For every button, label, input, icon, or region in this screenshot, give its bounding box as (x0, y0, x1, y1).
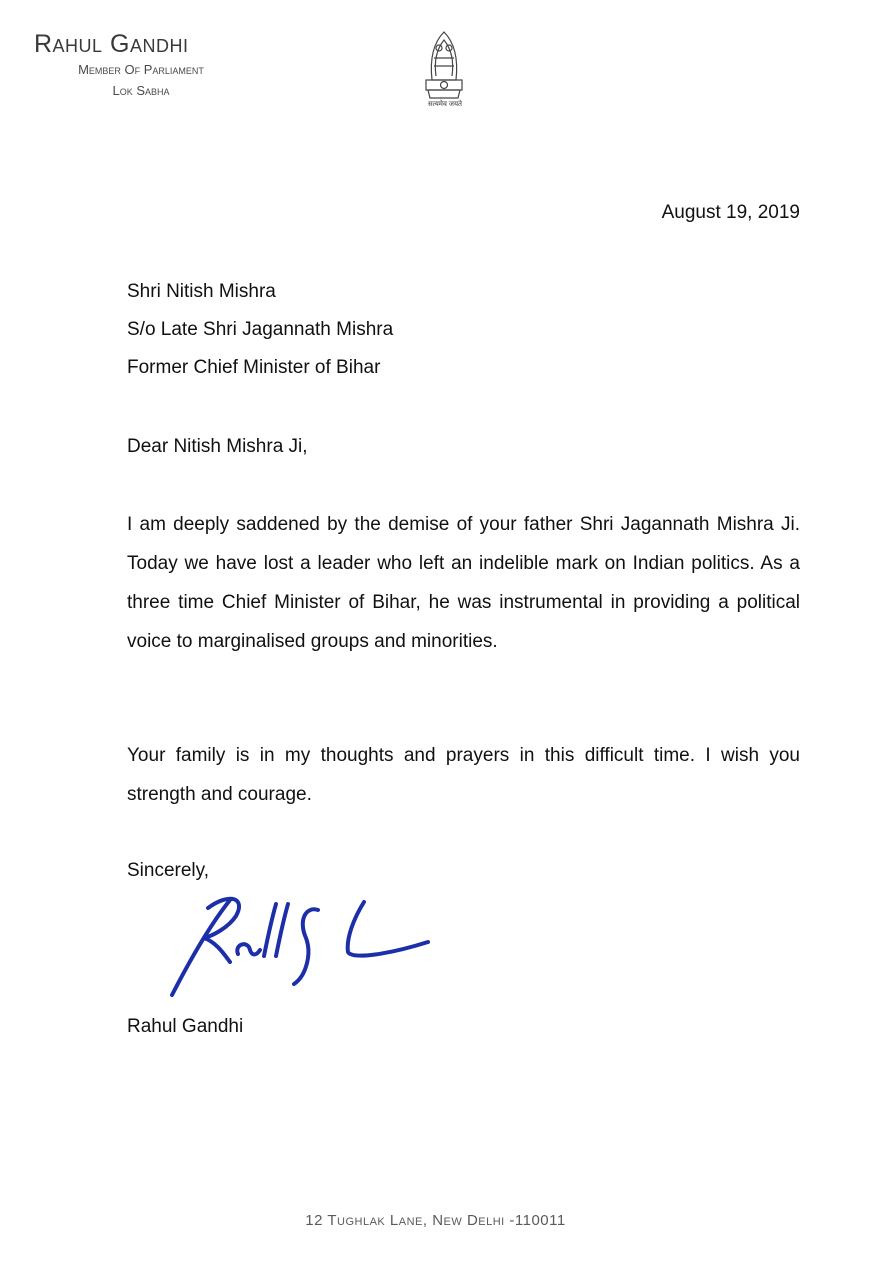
recipient-relation: S/o Late Shri Jagannath Mishra (127, 319, 394, 340)
handwritten-signature (160, 880, 450, 1010)
footer-address: 12 Tughlak Lane, New Delhi -110011 (305, 1212, 566, 1229)
letter-date: August 19, 2019 (661, 202, 800, 223)
recipient-name: Shri Nitish Mishra (127, 281, 276, 302)
national-emblem-icon (412, 22, 476, 112)
body-paragraph-wishes: Your family is in my thoughts and prayers in this difficult time. I wish you strength and courage. (127, 745, 800, 805)
recipient-designation: Former Chief Minister of Bihar (127, 357, 381, 378)
letterhead-title: Member Of Parliament (78, 62, 204, 77)
salutation: Dear Nitish Mishra Ji, (127, 436, 308, 457)
closing: Sincerely, (127, 860, 210, 881)
signer-name: Rahul Gandhi (127, 1016, 244, 1037)
letterhead-name: Rahul Gandhi (34, 30, 189, 58)
body-paragraph-condolence: I am deeply saddened by the demise of your father Shri Jagannath Mishra Ji. Today we have lost a leader who left an indelible mark on Indian politics. As a three time Chief Minister of Bihar, he was instrumental in providing a political voice to marginalised groups and minorities. (127, 514, 800, 652)
letterhead-house: Lok Sabha (112, 83, 170, 98)
emblem-motto: सत्यमेव जयते (427, 101, 463, 108)
